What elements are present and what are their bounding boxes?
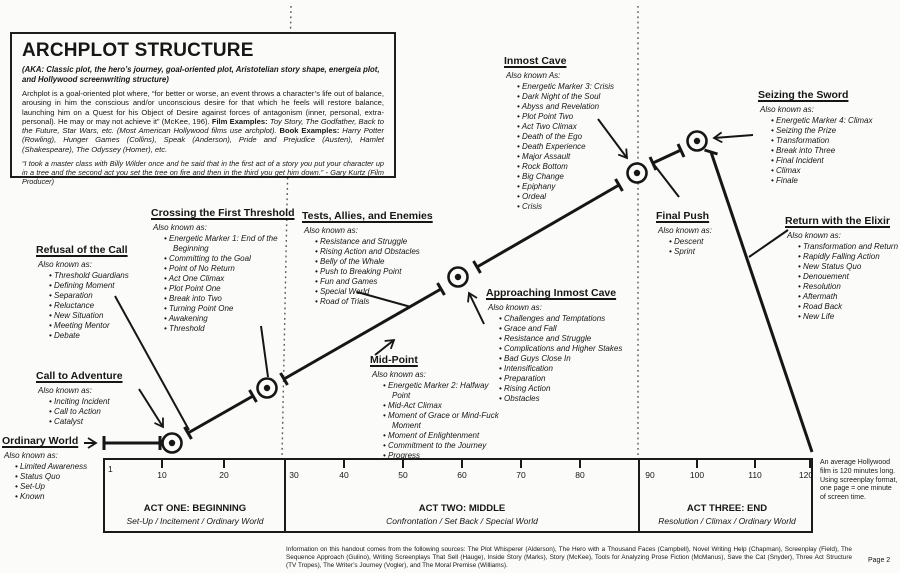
marker-seizing-the-sword [688,132,707,151]
tick-label: 1 [108,464,113,474]
act-title: ACT THREE: END [686,503,768,514]
act-one-label [105,503,285,526]
stage-aka-label: Also known as: [38,260,92,269]
aka-item: • Sprint [669,247,741,257]
tick-label: 90 [645,470,655,480]
stage-aka-list [517,82,639,212]
marker-crossing-first-threshold [258,379,277,398]
stage-title: Inmost Cave [504,55,567,67]
aka-item: • Resistance and Struggle [315,237,452,247]
aka-item: • Seizing the Prize [771,126,898,136]
tick-10 [161,460,163,468]
stage-aka-label: Also known as: [787,231,841,240]
aka-item: • Energetic Marker 3: Crisis [517,82,639,92]
stage-crossing-the-first-threshold [151,203,301,334]
aka-item: • Point of No Return [164,264,301,274]
act-three-label [639,503,815,526]
definition-text: Archplot is a goal-oriented plot where, “for better or worse, an event throws a character’s life out of balance, arousing in him the conscious and/or unconscious desire for that which he feels will restore balance, launching him on a Quest for his Object of Desire against forces of antagonism (inner, personal, extra-personal). He may or may not achieve it” (McKee, 196). [22,89,384,126]
act-title: ACT TWO: MIDDLE [418,503,506,514]
aka-item: • Status Quo [15,472,112,482]
aka-item: • Energetic Marker 1: End of the Beginning [164,234,301,254]
sources-note: Information on this handout comes from the following sources: The Plot Whisperer (Alderson), The Hero with a Thousand Faces (Campbell), Novel Writing Help (Chapman), Screenplay (Field), The Sequence Approach (Gulino), Writing Screenplays That Sell (Hauge), Inside Story (Marks), Story (McKee), Tools for Analyzing Prose Fiction (McManus), Save the Cat (Snyder), Three Act Structure (TV Tropes), The Writer’s Journey (Vogler), and The Moral Premise (Williams). [286,546,852,569]
aka-item: • Turning Point One [164,304,301,314]
stage-title: Ordinary World [2,435,79,447]
act-subtitle: Resolution / Climax / Ordinary World [658,516,796,526]
tick-label: 30 [289,470,299,480]
tick-110 [754,460,756,468]
tick-label: 50 [398,470,408,480]
stage-aka-label: Also known as: [488,303,542,312]
title-aka-subtitle: (AKA: Classic plot, the hero’s journey, goal-oriented plot, Aristotelian story shape, energeia plot, and Hollywood screenwriting structure) [22,65,380,84]
stage-aka-label: Also known as: [760,105,814,114]
aka-item: • Obstacles [499,394,646,404]
aka-item: • Committing to the Goal [164,254,301,264]
tick-label: 40 [339,470,349,480]
act-subtitle: Confrontation / Set Back / Special World [386,516,538,526]
stage-title: Tests, Allies, and Enemies [302,210,433,222]
tick-80 [579,460,581,468]
stage-aka-label: Also known as: [38,386,92,395]
stage-title: Return with the Elixir [785,215,891,227]
stage-title: Mid-Point [370,354,418,366]
aka-item: • Meeting Mentor [49,321,161,331]
stage-aka-list [49,271,161,341]
marker-call-to-adventure [163,434,182,453]
stage-title: Final Push [656,210,710,222]
aka-item: • New Status Quo [798,262,900,272]
stage-aka-label: Also known as: [658,226,712,235]
header-box [10,32,396,187]
aka-item: • Descent [669,237,741,247]
aka-item: • Plot Point One [164,284,301,294]
aka-item: • Rapidly Falling Action [798,252,900,262]
aka-item: • Plot Point Two [517,112,639,122]
tick-label: 20 [219,470,229,480]
film-examples-label: Film Examples: [211,116,270,126]
aka-item: • Act One Climax [164,274,301,284]
stage-seizing-the-sword [758,85,898,186]
aka-item: • Preparation [499,374,646,384]
aka-item: • Crisis [517,202,639,212]
line-final-push [652,162,679,197]
aka-item: • Dark Night of the Soul [517,92,639,102]
aka-item: • Push to Breaking Point [315,267,452,277]
stage-approaching-inmost-cave [486,283,646,404]
stage-aka-label: Also known as: [153,223,207,232]
tick-70 [520,460,522,468]
aka-item: • Inciting Incident [49,397,151,407]
aka-item: • Road of Trials [315,297,452,307]
stage-aka-list [49,397,151,427]
aka-item: • Special World [315,287,452,297]
stage-aka-list [798,242,900,322]
aka-item: • Progress [383,451,505,461]
tick-40 [343,460,345,468]
aka-item: • Big Change [517,172,639,182]
aka-item: • Energetic Marker 2: Halfway Point [383,381,505,401]
aka-item: • Energetic Marker 4: Climax [771,116,898,126]
aka-item: • Catalyst [49,417,151,427]
stage-aka-list [771,116,898,186]
aka-item: • Resistance and Struggle [499,334,646,344]
stage-title: Approaching Inmost Cave [486,287,617,299]
tick-50 [402,460,404,468]
tick-100 [696,460,698,468]
aka-item: • Aftermath [798,292,900,302]
stage-return-with-the-elixir [785,211,900,322]
aka-item: • New Situation [49,311,161,321]
aka-item: • Ordeal [517,192,639,202]
stage-title: Crossing the First Threshold [151,207,295,219]
aka-item: • Break into Two [164,294,301,304]
stage-aka-list [164,234,301,334]
tick-20 [223,460,225,468]
act-title: ACT ONE: BEGINNING [143,503,247,514]
definition-paragraph [22,89,384,154]
stage-aka-list [499,314,646,404]
aka-item: • Fun and Games [315,277,452,287]
stage-aka-label: Also known as: [304,226,358,235]
aka-item: • Threshold Guardians [49,271,161,281]
stage-title: Call to Adventure [36,370,123,382]
aka-item: • Bad Guys Close In [499,354,646,364]
stage-aka-label: Also known as: [4,451,58,460]
aka-item: • Rising Action and Obstacles [315,247,452,257]
aka-item: • Major Assault [517,152,639,162]
aka-item: • Road Back [798,302,900,312]
tick-label: 110 [748,470,762,480]
tick-120 [809,460,811,468]
stage-tests-allies-and-enemies [302,206,452,307]
tick-label: 120 [798,470,814,480]
stage-title: Seizing the Sword [758,89,849,101]
tick-label: 80 [575,470,585,480]
aka-item: • Epiphany [517,182,639,192]
line-return-with-elixir [749,230,788,257]
aka-item: • Grace and Fall [499,324,646,334]
aka-item: • Awakening [164,314,301,324]
tick-label: 60 [457,470,467,480]
act-subtitle: Set-Up / Incitement / Ordinary World [126,516,264,526]
aka-item: • Threshold [164,324,301,334]
aka-item: • Transformation [771,136,898,146]
stage-aka-list [669,237,741,257]
stage-final-push [656,206,741,257]
aka-item: • Challenges and Temptations [499,314,646,324]
aka-item: • Reluctance [49,301,161,311]
aka-item: • Death Experience [517,142,639,152]
stage-refusal-of-the-call [36,240,161,341]
aka-item: • Mid-Act Climax [383,401,505,411]
aka-item: • Rising Action [499,384,646,394]
aka-item: • Limited Awareness [15,462,112,472]
aka-item: • Moment of Enlightenment [383,431,505,441]
aka-item: • New Life [798,312,900,322]
aka-item: • Climax [771,166,898,176]
aka-item: • Defining Moment [49,281,161,291]
stage-mid-point [370,350,505,461]
stage-aka-list [15,462,112,502]
page-title: ARCHPLOT STRUCTURE [22,40,254,61]
stage-aka-list [315,237,452,307]
book-examples-label: Book Examples: [279,126,343,136]
aka-item: • Break into Three [771,146,898,156]
page-number: Page 2 [868,557,891,564]
stage-ordinary-world [2,431,112,502]
aka-item: • Transformation and Return [798,242,900,252]
arrow-approaching-inmost-cave [469,293,484,324]
billy-wilder-quote: “I took a master class with Billy Wilder once and he said that in the first act of a story you put your character up in a tree and the second act you set the tree on fire and then in the third you get him down.” - Gary Kurtz (Film Producer) [22,159,384,187]
stage-aka-label: Also known As: [506,71,561,80]
aka-item: • Known [15,492,112,502]
aka-item: • Denouement [798,272,900,282]
aka-item: • Death of the Ego [517,132,639,142]
tick-label: 100 [689,470,705,480]
aka-item: • Debate [49,331,161,341]
tick-60 [461,460,463,468]
aka-item: • Rock Bottom [517,162,639,172]
aka-item: • Resolution [798,282,900,292]
aka-item: • Commitment to the Journey [383,441,505,451]
tick-label: 10 [157,470,167,480]
timeline [103,458,813,533]
aka-item: • Intensification [499,364,646,374]
aka-item: • Call to Action [49,407,151,417]
stage-aka-label: Also known as: [372,370,426,379]
aka-item: • Act Two Climax [517,122,639,132]
aka-item: • Final Incident [771,156,898,166]
film-examples-text: Toy Story, The Godfather, Back to the Future, Star Wars, etc. (Most American Hollywood films use archplot). [22,116,384,136]
stage-inmost-cave [504,51,639,212]
aka-item: • Set-Up [15,482,112,492]
film-length-note: An average Hollywood film is 120 minutes long. Using screenplay format, one page = one minute of screen time. [820,459,898,502]
tick-label: 70 [516,470,526,480]
book-examples-text: Harry Potter (Rowling), Hunger Games (Collins), Speak (Anderson), Pride and Prejudice (Austen), Hamlet (Shakespeare), The Odyssey (Homer), etc. [22,126,384,154]
aka-item: • Moment of Grace or Mind-Fuck Moment [383,411,505,431]
aka-item: • Finale [771,176,898,186]
arrow-seizing-the-sword [714,135,753,138]
act-two-label [285,503,639,526]
aka-item: • Separation [49,291,161,301]
stage-title: Refusal of the Call [36,244,128,256]
aka-item: • Belly of the Whale [315,257,452,267]
aka-item: • Complications and Higher Stakes [499,344,646,354]
stage-call-to-adventure [36,366,151,427]
aka-item: • Abyss and Revelation [517,102,639,112]
